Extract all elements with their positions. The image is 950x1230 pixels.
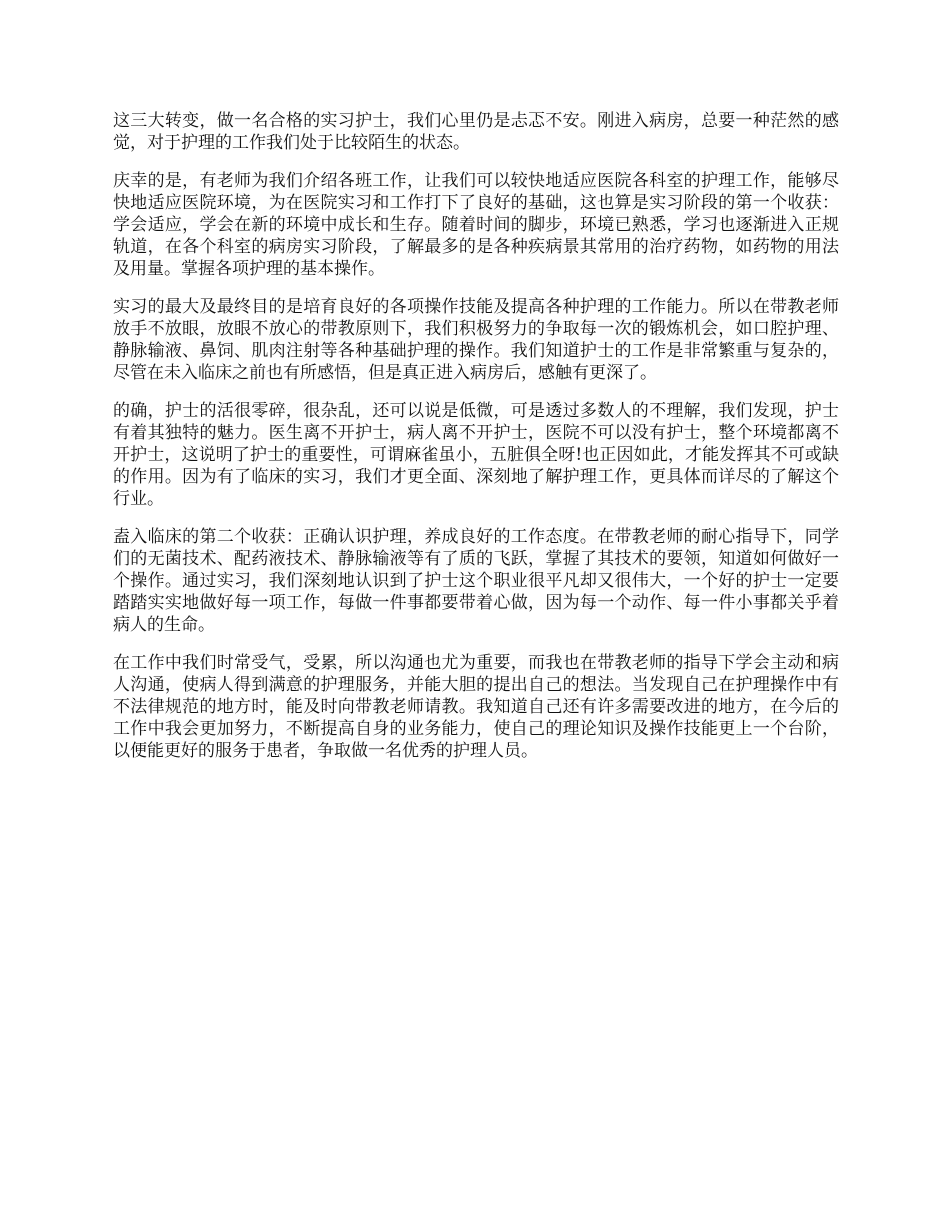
paragraph-2: 庆幸的是，有老师为我们介绍各班工作，让我们可以较快地适应医院各科室的护理工作，能够尽快地适应医院环境，为在医院实习和工作打下了良好的基础，这也算是实习阶段的第一个收获：学会适应，学会在新的环境中成长和生存。随着时间的脚步，环境已熟悉，学习也逐渐进入正规轨道，在各个科室的病房实习阶段，了解最多的是各种疾病景其常用的治疗药物，如药物的用法及用量。掌握各项护理的基本操作。 xyxy=(113,171,839,279)
paragraph-1: 这三大转变，做一名合格的实习护士，我们心里仍是忐忑不安。刚进入病房，总要一种茫然的感觉，对于护理的工作我们处于比较陌生的状态。 xyxy=(113,111,839,153)
paragraph-6: 在工作中我们时常受气，受累，所以沟通也尤为重要，而我也在带教老师的指导下学会主动和病人沟通，使病人得到满意的护理服务，并能大胆的提出自己的想法。当发现自己在护理操作中有不法律规范的地方时，能及时向带教老师请教。我知道自己还有许多需要改进的地方，在今后的工作中我会更加努力，不断提高自身的业务能力，使自己的理论知识及操作技能更上一个台阶，以便能更好的服务于患者，争取做一名优秀的护理人员。 xyxy=(113,653,839,761)
document-body xyxy=(113,110,839,778)
paragraph-5: 盍入临床的第二个收获：正确认识护理，养成良好的工作态度。在带教老师的耐心指导下，同学们的无菌技术、配药液技术、静脉输液等有了质的飞跃，掌握了其技术的要领，知道如何做好一个操作。通过实习，我们深刻地认识到了护士这个职业很平凡却又很伟大，一个好的护士一定要踏踏实实地做好每一项工作，每做一件事都要带着心做，因为每一个动作、每一件小事都关乎着病人的生命。 xyxy=(113,527,839,635)
paragraph-4: 的确，护士的活很零碎，很杂乱，还可以说是低微，可是透过多数人的不理解，我们发现，护士有着其独特的魅力。医生离不开护士，病人离不开护士，医院不可以没有护士，整个环境都离不开护士，这说明了护士的重要性，可谓麻雀虽小，五脏俱全呀!也正因如此，才能发挥其不可或缺的作用。因为有了临床的实习，我们才更全面、深刻地了解护理工作，更具体而详尽的了解这个行业。 xyxy=(113,401,839,509)
paragraph-3: 实习的最大及最终目的是培育良好的各项操作技能及提高各种护理的工作能力。所以在带教老师放手不放眼，放眼不放心的带教原则下，我们积极努力的争取每一次的锻炼机会，如口腔护理、静脉输液、鼻饲、肌肉注射等各种基础护理的操作。我们知道护士的工作是非常繁重与复杂的，尽管在未入临床之前也有所感悟，但是真正进入病房后，感触有更深了。 xyxy=(113,297,839,383)
